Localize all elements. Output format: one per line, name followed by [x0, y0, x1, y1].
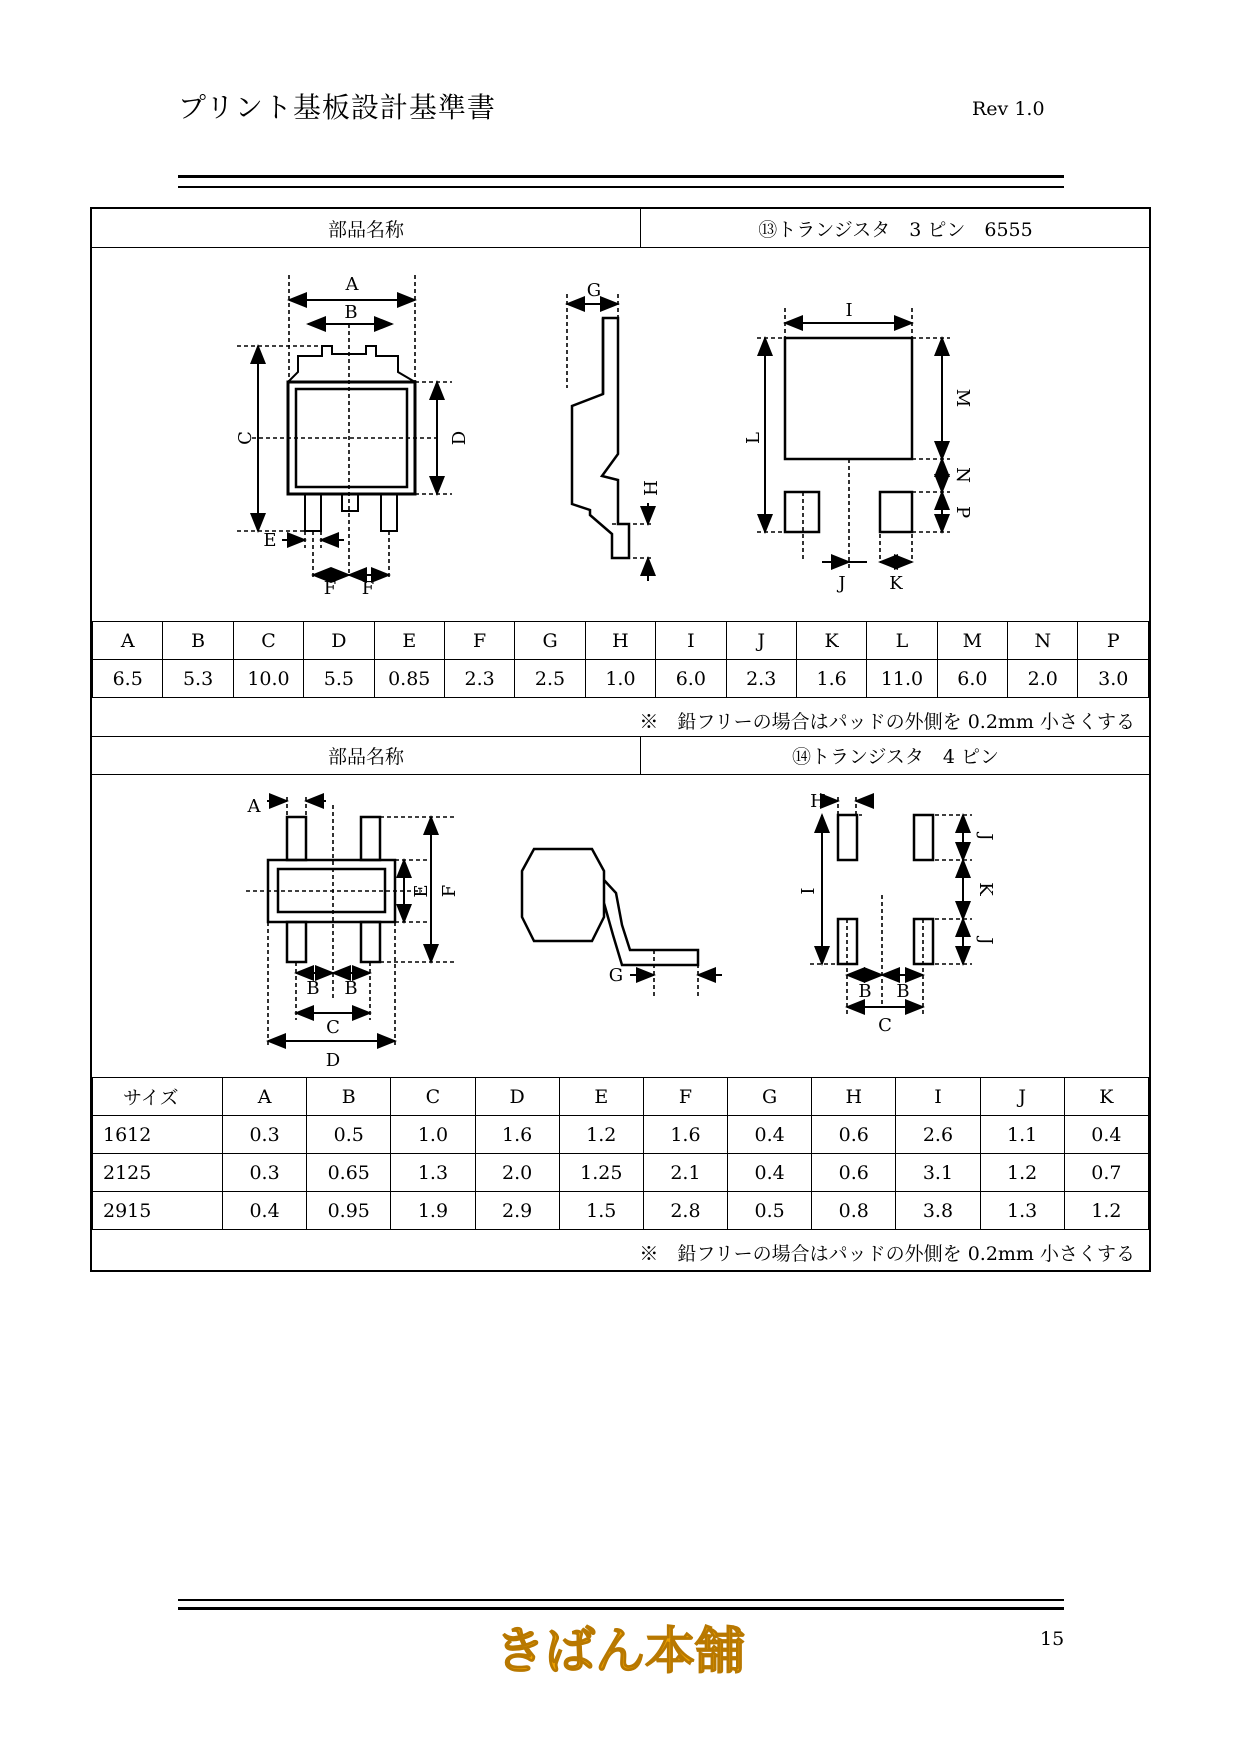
dim-label: P: [952, 505, 973, 519]
header-rule-thick: [178, 175, 1064, 178]
logo-text: きばん本舗: [495, 1622, 745, 1680]
table-cell: 1.1: [980, 1116, 1064, 1154]
sot-side-profile: [522, 849, 698, 965]
table-row: [93, 1154, 1149, 1192]
table-cell: 0.8: [812, 1192, 896, 1230]
table-cell: 6.0: [656, 660, 726, 698]
table-cell: 2.3: [726, 660, 796, 698]
land-pad-main: [785, 338, 912, 459]
table-cell: M: [937, 622, 1007, 660]
dpak-tab: [288, 346, 415, 382]
table-cell: A: [93, 622, 163, 660]
table-cell: 11.0: [867, 660, 937, 698]
table-cell: 1.2: [980, 1154, 1064, 1192]
section1-drawing: [92, 248, 1149, 620]
dim-label: G: [608, 965, 624, 986]
table-cell: N: [1008, 622, 1078, 660]
dim-label: B: [858, 981, 872, 1002]
dim-label: H: [641, 480, 662, 496]
table-cell: H: [812, 1078, 896, 1116]
dpak-side-profile: [572, 318, 629, 558]
table-cell: J: [980, 1078, 1064, 1116]
table-cell: K: [796, 622, 866, 660]
dim-label: B: [344, 978, 358, 999]
table-cell: 0.4: [1064, 1116, 1148, 1154]
table-cell: 0.3: [223, 1116, 307, 1154]
footer-rule-thin: [178, 1599, 1064, 1601]
dim-label: E: [263, 530, 277, 551]
table-row: [93, 1116, 1149, 1154]
table-cell: 0.3: [223, 1154, 307, 1192]
dim-label: I: [798, 887, 819, 895]
table-cell: 1.5: [559, 1192, 643, 1230]
table-cell: J: [726, 622, 796, 660]
table-cell: 1.9: [391, 1192, 475, 1230]
table-cell: E: [374, 622, 444, 660]
revision-label: Rev 1.0: [972, 98, 1045, 120]
dim-label: A: [345, 274, 359, 295]
table-cell: 1.0: [391, 1116, 475, 1154]
table-cell: 0.6: [812, 1116, 896, 1154]
sot-lead-top-right: [361, 817, 380, 860]
table-cell: 6.0: [937, 660, 1007, 698]
header-rule-thin: [178, 186, 1064, 188]
table-cell: D: [475, 1078, 559, 1116]
table-cell: 0.4: [728, 1154, 812, 1192]
table-cell: 1.0: [585, 660, 655, 698]
table-row: [93, 1192, 1149, 1230]
section1-dimension-table: [92, 621, 1149, 698]
table-cell: 2915: [93, 1192, 223, 1230]
land-pad-right: [880, 492, 912, 532]
table-cell: 1.2: [1064, 1192, 1148, 1230]
dim-label: H: [810, 791, 826, 812]
dim-label: A: [247, 796, 261, 817]
table-cell: I: [656, 622, 726, 660]
table-cell: G: [728, 1078, 812, 1116]
table-cell: A: [223, 1078, 307, 1116]
section2-note: ※ 鉛フリーの場合はパッドの外側を 0.2mm 小さくする: [639, 1243, 1135, 1265]
dim-label: C: [878, 1015, 892, 1036]
dim-label: B: [896, 981, 910, 1002]
table-cell: L: [867, 622, 937, 660]
table-cell: B: [163, 622, 233, 660]
table-cell: 5.5: [304, 660, 374, 698]
table-cell: F: [643, 1078, 727, 1116]
table-cell: 2.9: [475, 1192, 559, 1230]
table-cell: P: [1078, 622, 1149, 660]
dim-label: K: [975, 882, 996, 896]
dpak-lead-center: [342, 494, 358, 511]
table-cell: 3.8: [896, 1192, 980, 1230]
table-cell: 0.7: [1064, 1154, 1148, 1192]
table-cell: 2.5: [515, 660, 585, 698]
table-cell: 6.5: [93, 660, 163, 698]
section1-name-label: 部品名称: [327, 219, 404, 241]
dim-label: F: [323, 578, 337, 599]
table-cell: 0.5: [728, 1192, 812, 1230]
dpak-lead-right: [381, 494, 397, 531]
table-cell: C: [233, 622, 303, 660]
table-cell: 1.25: [559, 1154, 643, 1192]
dim-label: J: [975, 833, 996, 841]
table-cell: 2.0: [475, 1154, 559, 1192]
sot-lead-top-left: [287, 817, 306, 860]
dim-label: M: [952, 388, 973, 408]
sot-pad-top-right: [914, 815, 933, 860]
dim-label: C: [235, 431, 256, 445]
dim-label: C: [326, 1017, 340, 1038]
dim-label: N: [952, 467, 973, 483]
table-cell: 1.3: [980, 1192, 1064, 1230]
land-pad-left: [785, 492, 819, 532]
page-number: 15: [1040, 1628, 1065, 1650]
section2-dimension-table: [92, 1077, 1149, 1230]
table-cell: 0.4: [223, 1192, 307, 1230]
sot-lead-bottom-left: [287, 922, 306, 962]
dim-label: F: [439, 884, 460, 898]
table-cell: E: [559, 1078, 643, 1116]
table-cell: サイズ: [93, 1078, 223, 1116]
dim-label: L: [743, 432, 764, 444]
section1-title-row: [92, 209, 1149, 247]
table-cell: 3.0: [1078, 660, 1149, 698]
section2-drawing: [92, 775, 1149, 1075]
sot-lead-bottom-right: [361, 922, 380, 962]
section1-note: ※ 鉛フリーの場合はパッドの外側を 0.2mm 小さくする: [639, 711, 1135, 733]
table-cell: 0.95: [307, 1192, 391, 1230]
section2-name-value: ⑭トランジスタ 4 ピン: [791, 746, 1000, 768]
dim-label: J: [838, 573, 846, 594]
dim-label: D: [325, 1050, 341, 1071]
dim-label: F: [361, 578, 375, 599]
table-cell: 2.8: [643, 1192, 727, 1230]
section2-title-row: [92, 736, 1149, 774]
table-cell: G: [515, 622, 585, 660]
table-cell: 0.4: [728, 1116, 812, 1154]
dim-label: J: [975, 937, 996, 945]
table-row: [93, 660, 1149, 698]
dim-label: D: [449, 430, 470, 446]
table-cell: 2125: [93, 1154, 223, 1192]
spec-sheet: [90, 207, 1151, 1272]
table-header-row: [93, 622, 1149, 660]
table-cell: 0.5: [307, 1116, 391, 1154]
dpak-lead-left: [305, 494, 321, 531]
table-cell: 2.3: [444, 660, 514, 698]
dim-label: K: [889, 573, 903, 594]
table-cell: 2.0: [1008, 660, 1078, 698]
dim-label: B: [306, 978, 320, 999]
table-cell: 1.2: [559, 1116, 643, 1154]
sot-pad-top-left: [838, 815, 857, 860]
table-cell: 1.3: [391, 1154, 475, 1192]
table-cell: 3.1: [896, 1154, 980, 1192]
table-cell: K: [1064, 1078, 1148, 1116]
table-header-row: [93, 1078, 1149, 1116]
table-cell: B: [307, 1078, 391, 1116]
table-cell: D: [304, 622, 374, 660]
section1-name-value: ⑬トランジスタ 3 ピン 6555: [758, 219, 1033, 241]
table-cell: 10.0: [233, 660, 303, 698]
table-cell: 2.6: [896, 1116, 980, 1154]
document-title: プリント基板設計基準書: [178, 91, 496, 124]
footer-rule-thick: [178, 1607, 1064, 1610]
table-cell: F: [444, 622, 514, 660]
table-cell: 1.6: [475, 1116, 559, 1154]
dim-label: E: [411, 884, 432, 898]
table-cell: 1.6: [643, 1116, 727, 1154]
table-cell: 0.85: [374, 660, 444, 698]
dim-label: B: [344, 302, 358, 323]
table-cell: 1612: [93, 1116, 223, 1154]
table-cell: H: [585, 622, 655, 660]
table-cell: 0.6: [812, 1154, 896, 1192]
section2-name-label: 部品名称: [327, 746, 404, 768]
table-cell: 1.6: [796, 660, 866, 698]
dim-label: I: [845, 300, 853, 321]
table-cell: C: [391, 1078, 475, 1116]
table-cell: 5.3: [163, 660, 233, 698]
table-cell: 0.65: [307, 1154, 391, 1192]
kiban-honpo-logo: [480, 1614, 760, 1684]
dim-label: G: [586, 280, 602, 301]
table-cell: 2.1: [643, 1154, 727, 1192]
table-cell: I: [896, 1078, 980, 1116]
